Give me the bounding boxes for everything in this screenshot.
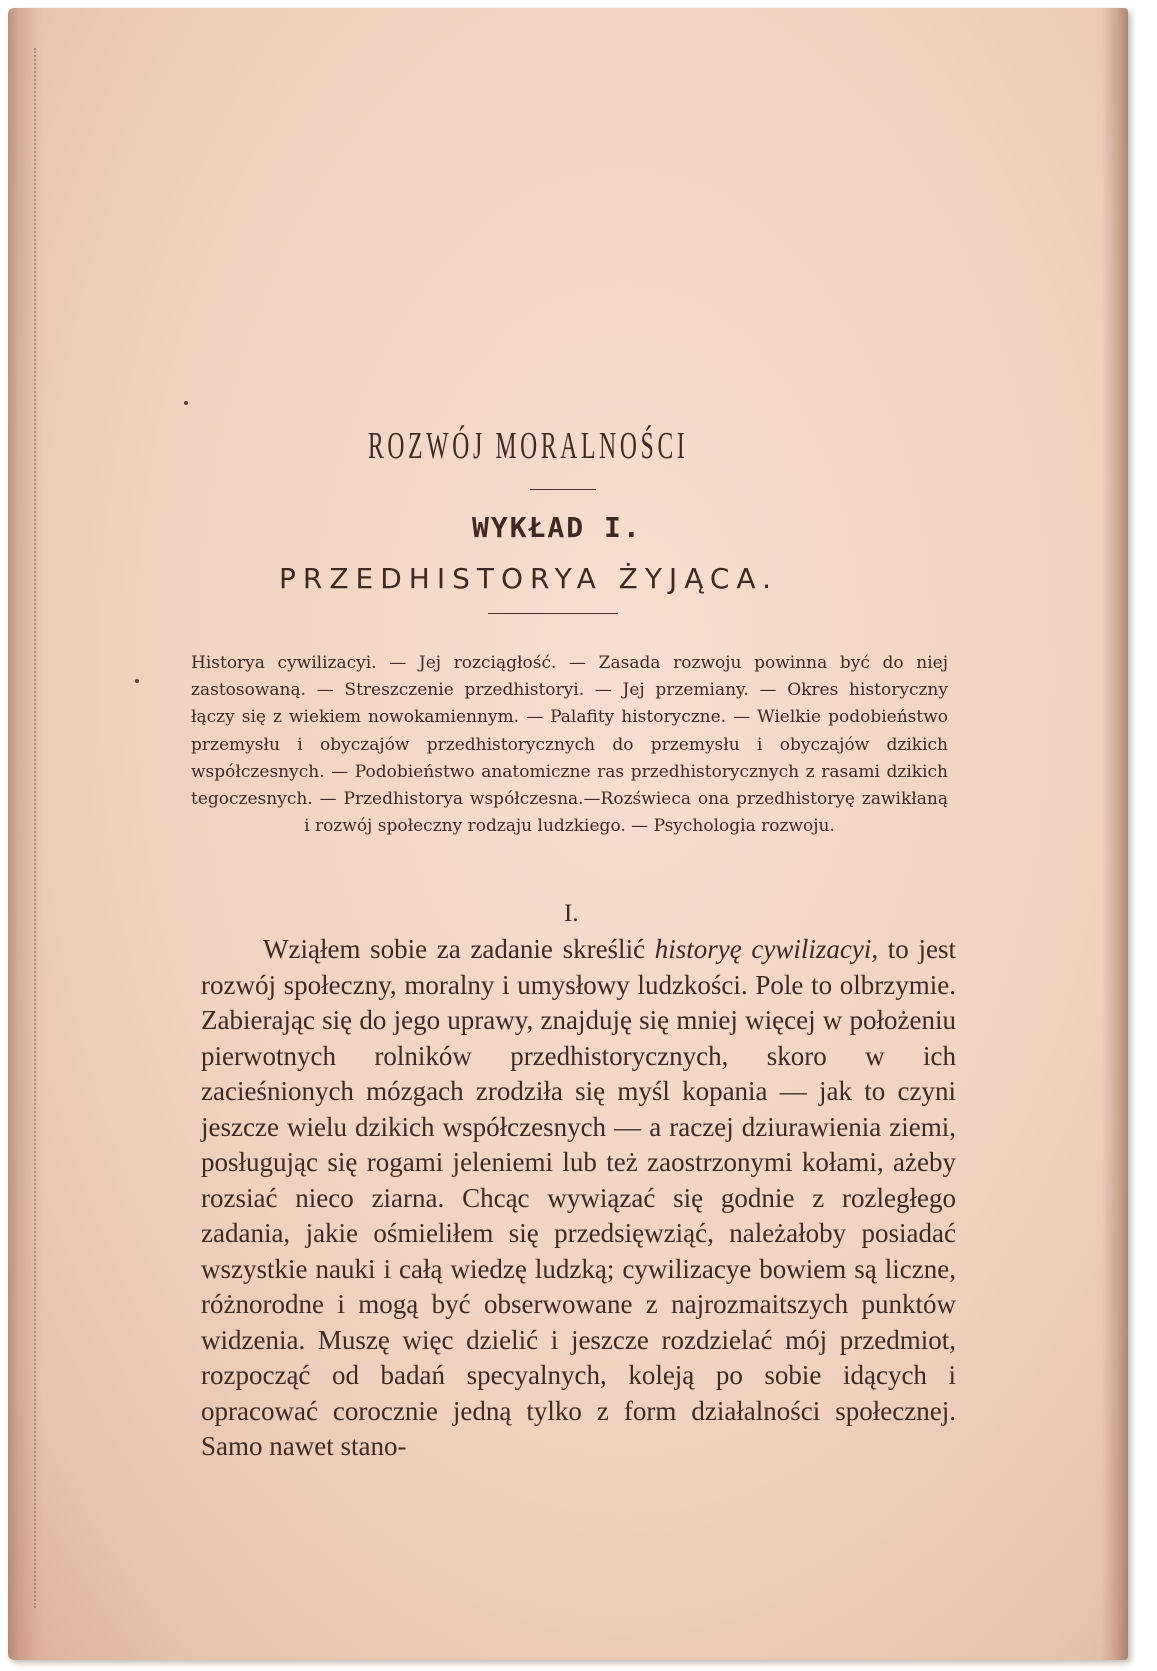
book-title: ROZWÓJ MORALNOŚCI: [368, 425, 689, 467]
title-divider: [530, 489, 596, 490]
body-lead: Wziąłem sobie za zadanie skreślić: [263, 934, 655, 964]
body-paragraph: [201, 932, 956, 1465]
body-rest: to jest rozwój społeczny, moralny i umysłowy ludzkości. Pole to olbrzymie. Zabierając się do jego uprawy, znajduję się mniej więcej w położeniu pierwotnych rolników przedhistorycznych, skoro w ich zacieśnionych mózgach zrodziła się myśl kopania — jak to czyni jeszcze wielu dzikich współczesnych — a raczej dziurawienia ziemi, posługując się rogami jeleniemi lub też zaostrzonymi kołami, ażeby rozsiać nieco ziarna. Chcąc wywiązać się godnie z rozległego zadania, jakie ośmieliłem się przedsięwziąć, należałoby posiadać wszystkie nauki i całą wiedzę ludzką; cywilizacye bowiem są liczne, różnorodne i mogą być obserwowane z najrozmaitszych punktów widzenia. Muszę więc dzielić i jeszcze rozdzielać mój przedmiot, rozpocząć od badań specyalnych, koleją po sobie idących i opracować corocznie jedną tylko z form działalności społecznej. Samo nawet stano-: [201, 934, 956, 1461]
page-right-shadow: [1102, 8, 1128, 1660]
ink-speck: [135, 679, 139, 683]
body-emphasis: historyę cywilizacyi,: [654, 934, 879, 964]
lecture-heading: WYKŁAD I.: [472, 511, 642, 544]
subtitle-divider: [488, 613, 618, 614]
section-number: I.: [564, 900, 579, 927]
ink-speck: [184, 401, 188, 405]
chapter-summary: Historya cywilizacyi. — Jej rozciągłość. — Zasada rozwoju powinna być do niej zastosowaną. — Streszczenie przedhistoryi. — Jej przemiany. — Okres historyczny łączy się z wiekiem nowokamiennym. — Palafity historyczne. — Wielkie podobieństwo przemysłu i obyczajów przedhistorycznych do przemysłu i obyczajów dzikich współczesnych. — Podobieństwo anatomiczne ras przedhistorycznych z rasami dzikich tegoczesnych. — Przedhistorya współczesna.—Rozświeca ona przedhistoryę zawikłaną i rozwój społeczny rodzaju ludzkiego. — Psychologia rozwoju.: [191, 653, 948, 837]
stitch-marks: [34, 48, 38, 1608]
book-page: [8, 8, 1128, 1660]
chapter-subtitle: PRZEDHISTORYA ŻYJĄCA.: [279, 562, 778, 595]
